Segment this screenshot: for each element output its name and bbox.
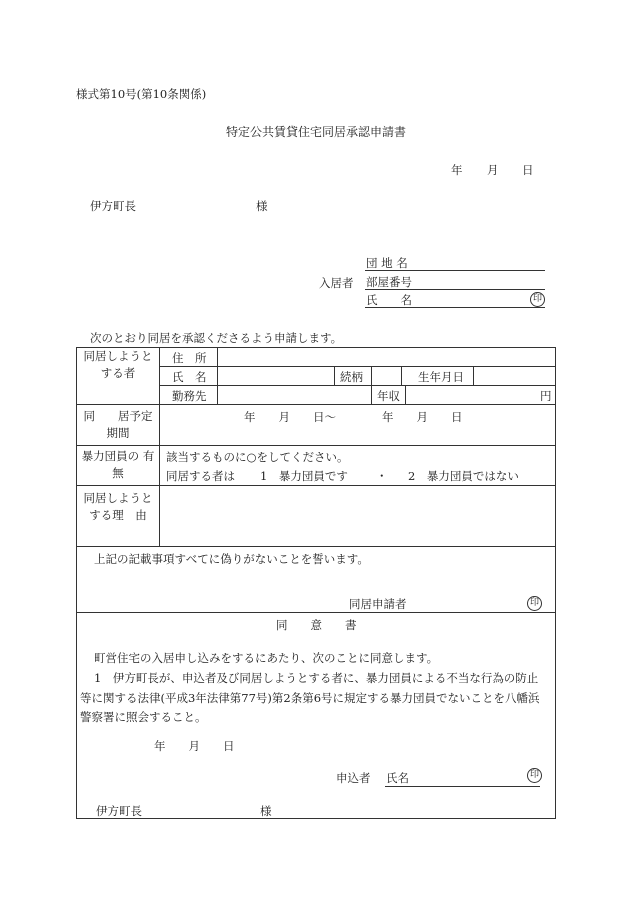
- applicant-seal-icon: 印: [527, 596, 542, 611]
- workplace-label: 勤務先: [172, 389, 207, 403]
- occupant-label: 入居者: [319, 276, 354, 290]
- date-day: 日: [522, 163, 534, 177]
- period-value: 年 月 日〜 年 月 日: [244, 410, 463, 424]
- gang-option-1: 1 暴力団員です: [260, 469, 348, 483]
- row-line: [76, 485, 556, 486]
- date-month: 月: [487, 163, 499, 177]
- row-line: [160, 385, 556, 386]
- reason-label: 同居しようとする理 由: [83, 491, 153, 522]
- consent-paragraph-2-line1: 1 伊方町長が、申込者及び同居しようとする者に、暴力団員による不当な行為の防止: [94, 671, 539, 685]
- addressee-name: 伊方町長: [90, 199, 136, 213]
- col-line: [371, 366, 372, 404]
- col-line: [405, 385, 406, 404]
- row-line: [76, 404, 556, 405]
- row-line: [76, 445, 556, 446]
- period-label: 同 居予定期間: [83, 409, 153, 440]
- col-line: [217, 347, 218, 404]
- col-line: [473, 366, 474, 385]
- relation-label: 続柄: [340, 370, 363, 384]
- income-label: 年収: [377, 389, 400, 403]
- oath-text: 上記の記載事項すべてに偽りがないことを誓います。: [94, 552, 369, 566]
- address-label: 住 所: [172, 351, 207, 365]
- row-line: [160, 366, 556, 367]
- cohabitant-label: 同居しようとする者: [83, 349, 153, 380]
- gang-separator: ・: [376, 469, 388, 483]
- gang-prefix: 同居する者は: [166, 469, 235, 483]
- consent-date: 年 月 日: [154, 739, 235, 753]
- addressee-honorific: 様: [256, 199, 268, 213]
- applicant-label: 同居申請者: [349, 597, 407, 611]
- col-line: [401, 366, 402, 385]
- consent-title: 同 意 書: [276, 618, 357, 632]
- row-line: [76, 546, 556, 547]
- occupant-field-room: 部屋番号: [366, 275, 412, 289]
- col-line: [334, 366, 335, 385]
- requester-underline: [385, 786, 540, 787]
- row-line: [76, 612, 556, 613]
- consent-paragraph-2-line2: 等に関する法律(平成3年法律第77号)第2条第6号に規定する暴力団員でないことを八幡浜: [80, 691, 540, 705]
- footer-addressee: 伊方町長: [96, 804, 142, 818]
- occupant-field-danchi: 団 地 名: [366, 256, 408, 270]
- gang-label: 暴力団員の 有 無: [81, 449, 155, 480]
- gang-instruction: 該当するものに○をしてください。: [166, 450, 349, 464]
- consent-paragraph-1: 町営住宅の入居申し込みをするにあたり、次のことに同意します。: [94, 651, 439, 665]
- birthdate-label: 生年月日: [418, 370, 464, 384]
- consent-paragraph-2-line3: 警察署に照会すること。: [80, 710, 207, 724]
- yen-unit: 円: [540, 389, 552, 403]
- occupant-underline-1: [365, 270, 545, 271]
- form-number: 様式第10号(第10条関係): [76, 87, 207, 101]
- occupant-field-name: 氏 名: [366, 293, 412, 307]
- page-title: 特定公共賃貸住宅同居承認申請書: [226, 125, 407, 139]
- occupant-seal-icon: 印: [530, 292, 545, 307]
- requester-label: 申込者: [336, 771, 371, 785]
- name-label: 氏 名: [172, 370, 207, 384]
- gang-option-2: 2 暴力団員ではない: [408, 469, 519, 483]
- date-year: 年: [451, 163, 463, 177]
- requester-name-label: 氏名: [386, 771, 409, 785]
- footer-honorific: 様: [260, 804, 272, 818]
- col-line: [159, 347, 160, 546]
- intro-text: 次のとおり同居を承認くださるよう申請します。: [90, 331, 343, 345]
- occupant-underline-2: [365, 289, 545, 290]
- occupant-underline-3: [365, 307, 545, 308]
- requester-seal-icon: 印: [527, 768, 542, 783]
